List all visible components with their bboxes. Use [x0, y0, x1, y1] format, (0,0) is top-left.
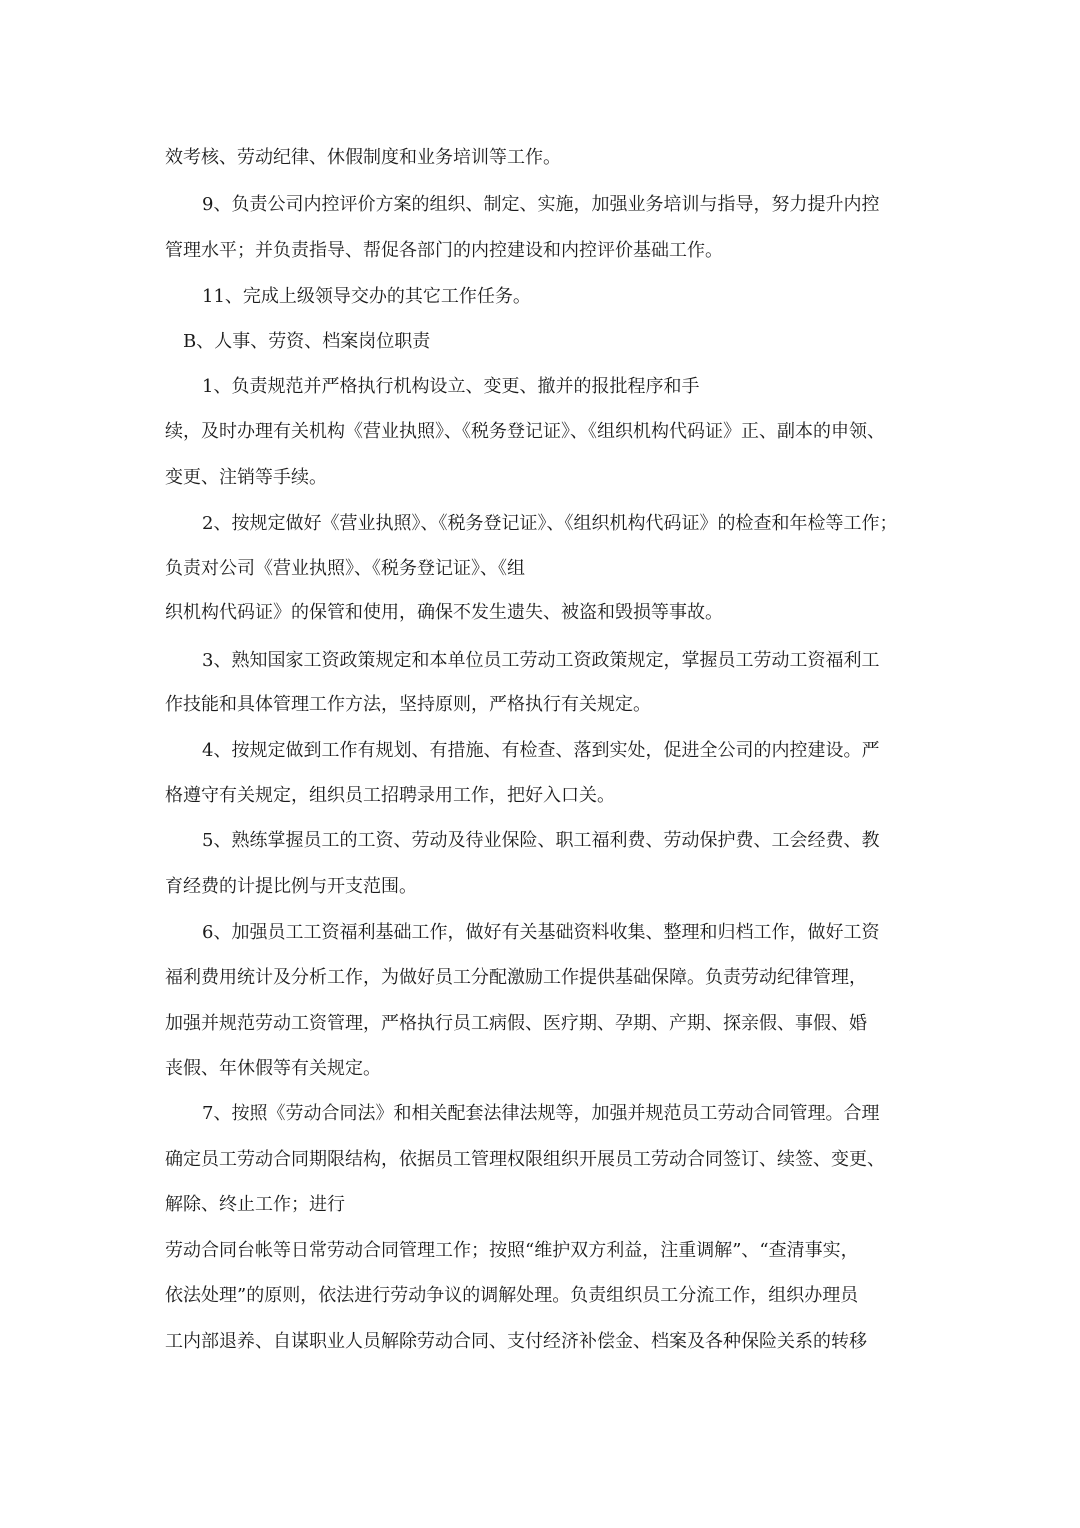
text-line: 2、按规定做好《营业执照》、《税务登记证》、《组织机构代码证》的检查和年检等工作； [202, 513, 898, 534]
text-line: 3、熟知国家工资政策规定和本单位员工劳动工资政策规定，掌握员工劳动工资福利工 [202, 650, 880, 671]
text-line: 确定员工劳动合同期限结构，依据员工管理权限组织开展员工劳动合同签订、续签、变更、 [165, 1149, 885, 1170]
text-line: 11、完成上级领导交办的其它工作任务。 [202, 286, 531, 307]
text-line: 依法处理”的原则，依法进行劳动争议的调解处理。负责组织员工分流工作，组织办理员 [165, 1285, 859, 1306]
text-line: 1、负责规范并严格执行机构设立、变更、撤并的报批程序和手 [202, 376, 700, 397]
text-line: 6、加强员工工资福利基础工作，做好有关基础资料收集、整理和归档工作，做好工资 [202, 922, 880, 943]
text-line: 负责对公司《营业执照》、《税务登记证》、《组 [165, 558, 525, 579]
text-line: 工内部退养、自谋职业人员解除劳动合同、支付经济补偿金、档案及各种保险关系的转移 [165, 1331, 867, 1352]
text-line: 解除、终止工作；进行 [165, 1194, 345, 1215]
text-line: 格遵守有关规定，组织员工招聘录用工作，把好入口关。 [165, 785, 615, 806]
section-heading: B、人事、劳资、档案岗位职责 [183, 331, 431, 352]
text-line: 效考核、劳动纪律、休假制度和业务培训等工作。 [165, 147, 561, 168]
text-line: 织机构代码证》的保管和使用，确保不发生遗失、被盗和毁损等事故。 [165, 602, 723, 623]
text-line: 5、熟练掌握员工的工资、劳动及待业保险、职工福利费、劳动保护费、工会经费、教 [202, 830, 880, 851]
text-line: 9、负责公司内控评价方案的组织、制定、实施，加强业务培训与指导，努力提升内控 [202, 194, 880, 215]
text-line: 7、按照《劳动合同法》和相关配套法律法规等，加强并规范员工劳动合同管理。合理 [202, 1103, 880, 1124]
text-line: 续，及时办理有关机构《营业执照》、《税务登记证》、《组织机构代码证》正、副本的申领、 [165, 421, 885, 442]
text-line: 育经费的计提比例与开支范围。 [165, 876, 417, 897]
text-line: 管理水平；并负责指导、帮促各部门的内控建设和内控评价基础工作。 [165, 240, 723, 261]
text-line: 作技能和具体管理工作方法，坚持原则，严格执行有关规定。 [165, 694, 651, 715]
text-line: 福利费用统计及分析工作，为做好员工分配激励工作提供基础保障。负责劳动纪律管理， [165, 967, 867, 988]
text-line: 劳动合同台帐等日常劳动合同管理工作；按照“维护双方利益，注重调解”、“查清事实， [165, 1240, 859, 1261]
text-line: 加强并规范劳动工资管理，严格执行员工病假、医疗期、孕期、产期、探亲假、事假、婚 [165, 1013, 867, 1034]
text-line: 变更、注销等手续。 [165, 467, 327, 488]
text-line: 丧假、年休假等有关规定。 [165, 1058, 381, 1079]
text-line: 4、按规定做到工作有规划、有措施、有检查、落到实处，促进全公司的内控建设。严 [202, 740, 880, 761]
